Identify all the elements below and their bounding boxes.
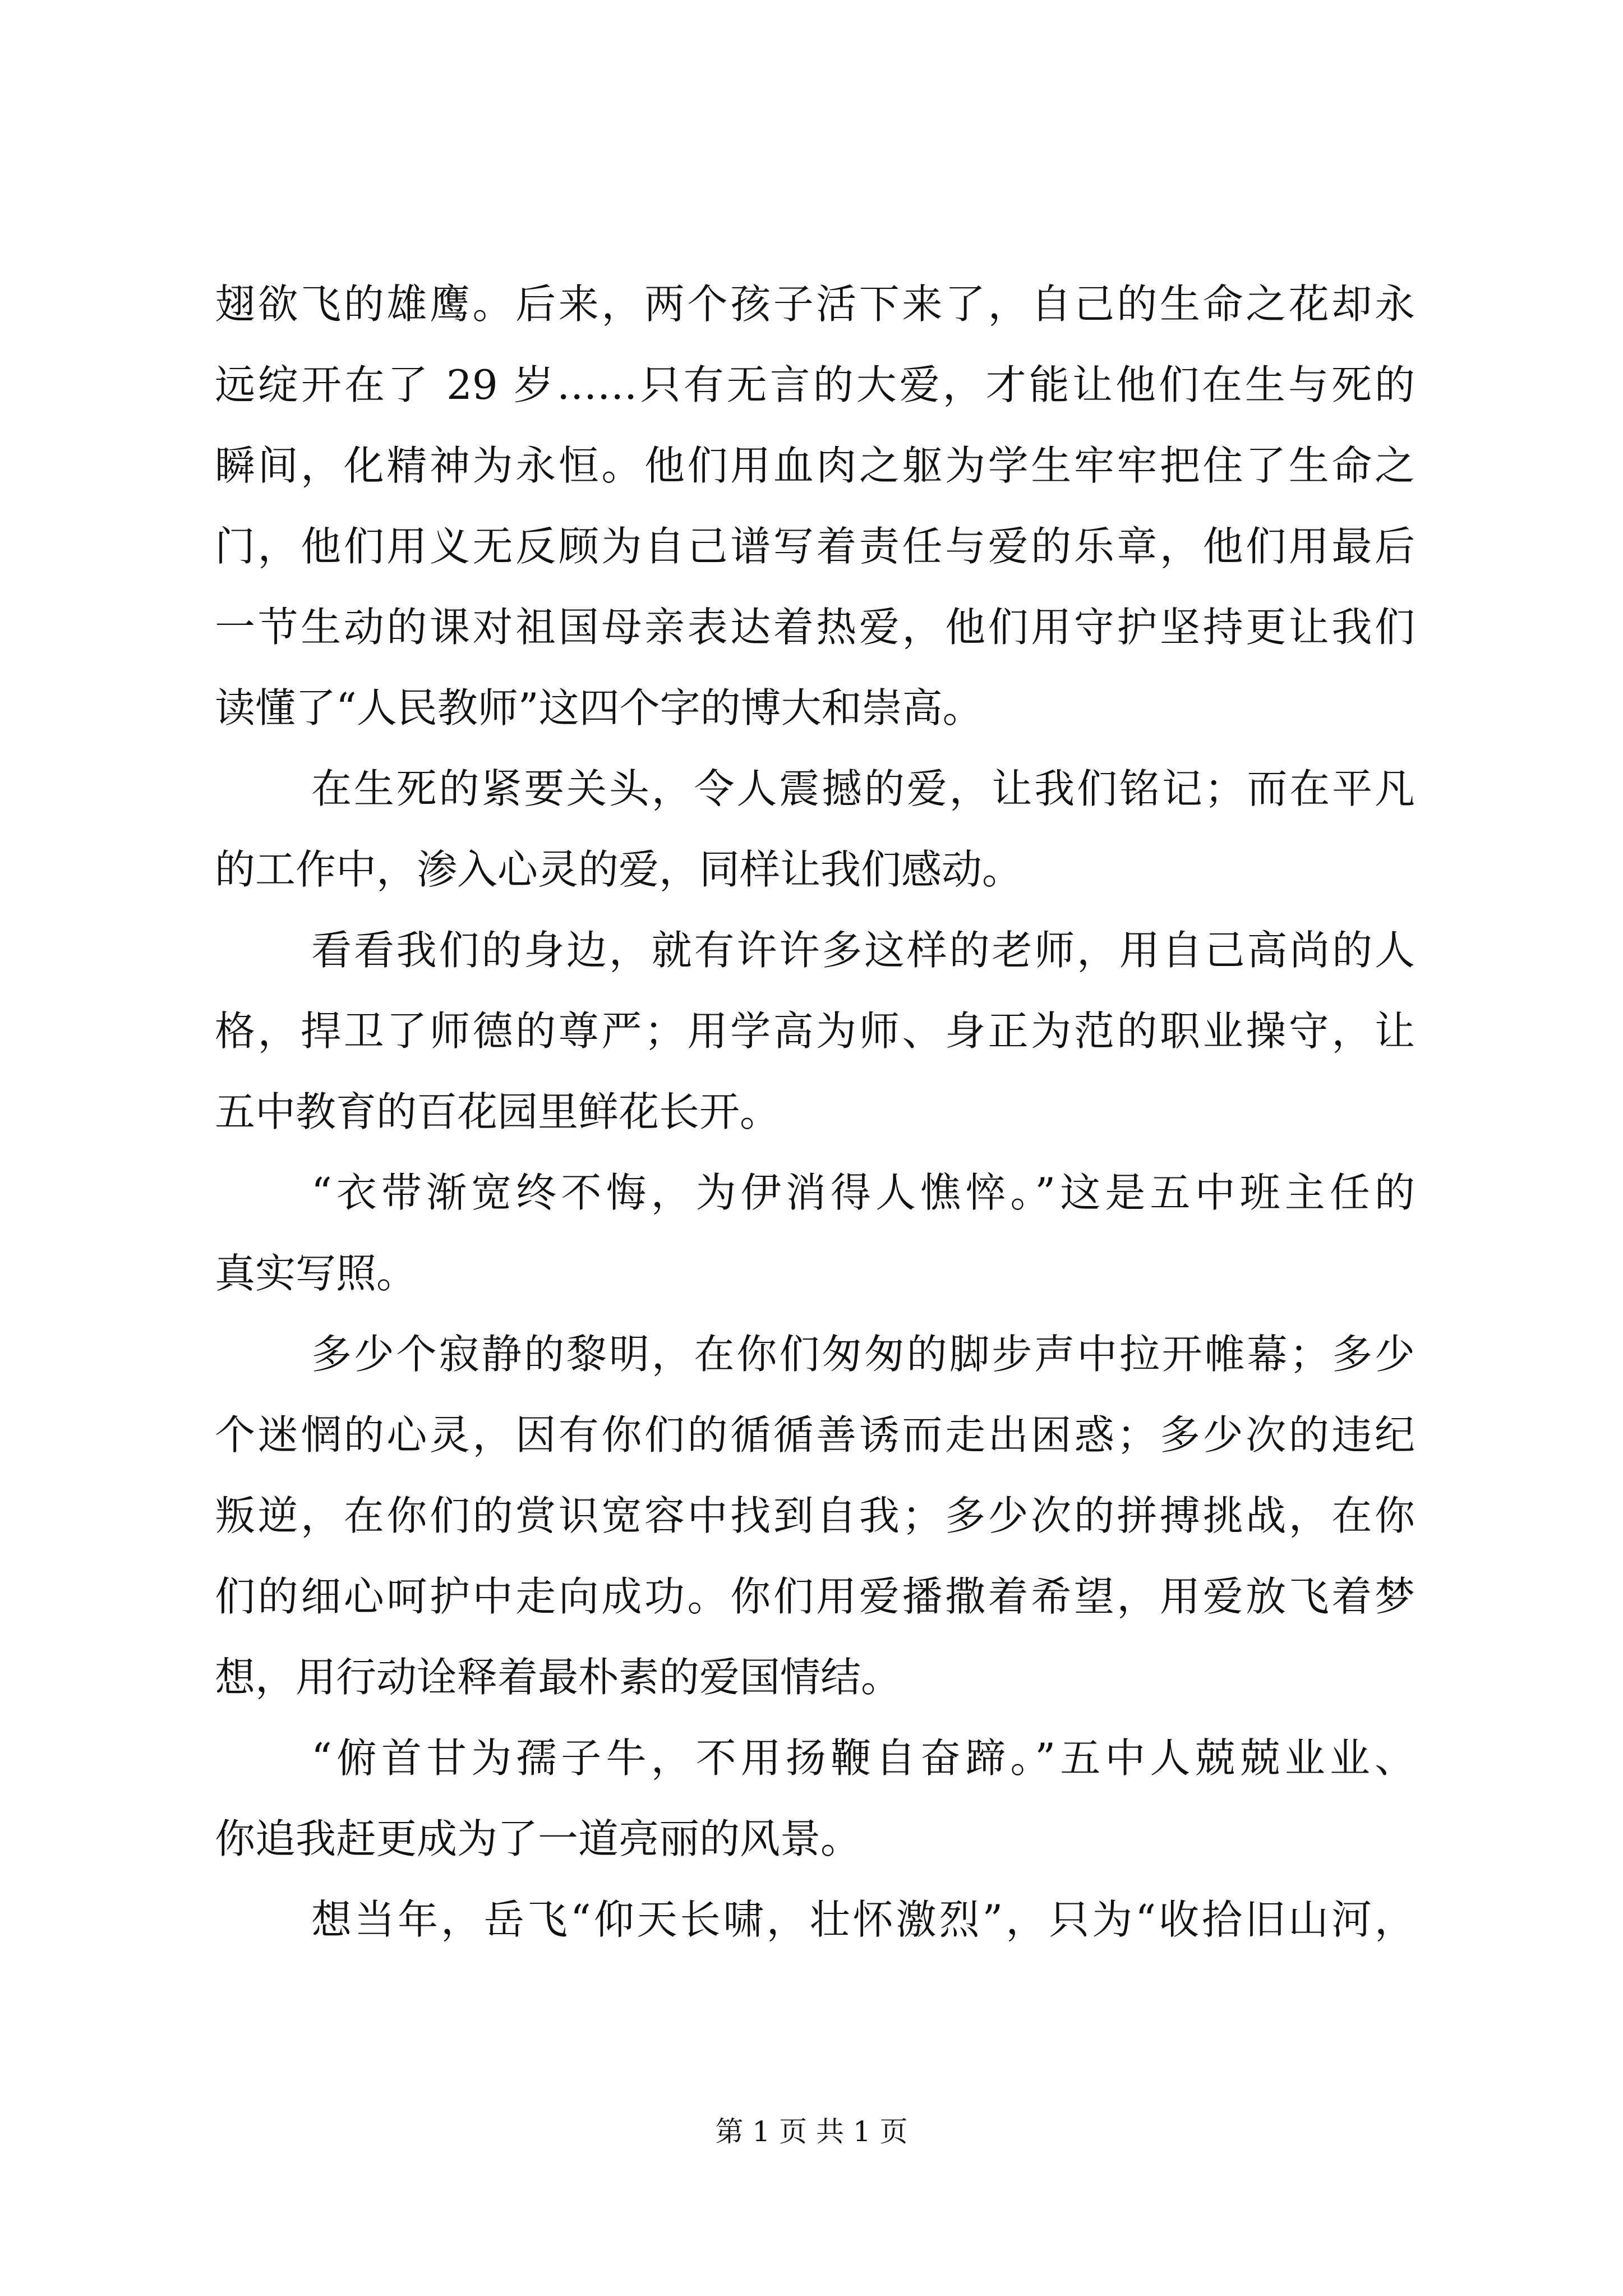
- document-body: [215, 264, 1415, 1960]
- text-line: 的工作中，渗入心灵的爱，同样让我们感动。: [215, 846, 1023, 893]
- text-line: 格，捍卫了师德的尊严；用学高为师、身正为范的职业操守，让: [215, 1007, 1415, 1055]
- text-line: 门，他们用义无反顾为自己谱写着责任与爱的乐章，他们用最后: [215, 523, 1415, 570]
- text-line: 看看我们的身边，就有许许多这样的老师，用自己高尚的人: [311, 927, 1415, 974]
- text-line: 想，用行动诠释着最朴素的爱国情结。: [215, 1654, 902, 1701]
- text-line: 多少个寂静的黎明，在你们匆匆的脚步声中拉开帷幕；多少: [311, 1331, 1415, 1378]
- text-line: 在生死的紧要关头，令人震撼的爱，让我们铭记；而在平凡: [311, 765, 1415, 812]
- text-line: 想当年，岳飞“仰天长啸，壮怀激烈”，只为“收拾旧山河，: [311, 1896, 1415, 1943]
- text-line: 五中教育的百花园里鲜花长开。: [215, 1088, 781, 1135]
- text-line: 翅欲飞的雄鹰。后来，两个孩子活下来了，自己的生命之花却永: [215, 280, 1415, 328]
- text-line: “俯首甘为孺子牛，不用扬鞭自奋蹄。”五中人兢兢业业、: [311, 1734, 1415, 1782]
- text-line: 远绽开在了 29 岁……只有无言的大爱，才能让他们在生与死的: [215, 361, 1415, 408]
- page-footer: 第 1 页 共 1 页: [715, 2115, 908, 2148]
- text-line: “衣带渐宽终不悔，为伊消得人憔悴。”这是五中班主任的: [311, 1169, 1415, 1216]
- text-line: 们的细心呵护中走向成功。你们用爱播撒着希望，用爱放飞着梦: [215, 1573, 1415, 1620]
- text-line: 个迷惘的心灵，因有你们的循循善诱而走出困惑；多少次的违纪: [215, 1411, 1415, 1458]
- text-line: 叛逆，在你们的赏识宽容中找到自我；多少次的拼搏挑战，在你: [215, 1492, 1415, 1539]
- text-line: 一节生动的课对祖国母亲表达着热爱，他们用守护坚持更让我们: [215, 604, 1415, 651]
- text-line: 真实写照。: [215, 1250, 417, 1297]
- text-line: 读懂了“人民教师”这四个字的博大和崇高。: [215, 684, 983, 731]
- text-line: 你追我赶更成为了一道亮丽的风景。: [215, 1815, 861, 1862]
- text-line: 瞬间，化精神为永恒。他们用血肉之躯为学生牢牢把住了生命之: [215, 442, 1415, 489]
